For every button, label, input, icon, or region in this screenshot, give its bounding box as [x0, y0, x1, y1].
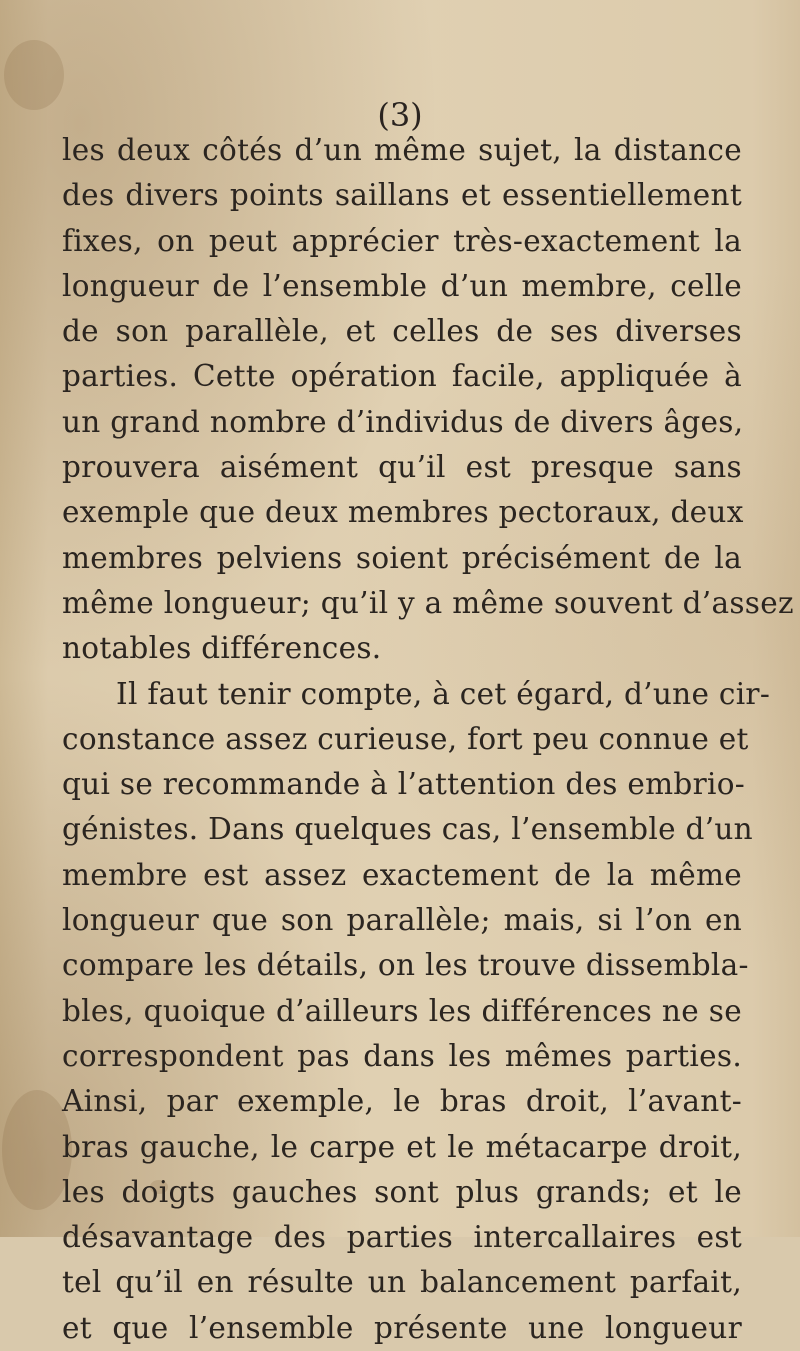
- page-number: (3): [377, 96, 423, 134]
- text-line: Il faut tenir compte, à cet égard, d’une cir-: [116, 676, 771, 711]
- text-line: un grand nombre d’individus de divers âges,: [62, 404, 744, 439]
- text-line: les doigts gauches sont plus grands; et le: [62, 1174, 742, 1209]
- text-line: bras gauche, le carpe et le métacarpe droit,: [62, 1129, 742, 1164]
- text-line: qui se recommande à l’attention des embrio-: [62, 767, 746, 802]
- text-line: constance assez curieuse, fort peu connue et: [62, 721, 749, 756]
- text-line: et que l’ensemble présente une longueur: [62, 1310, 742, 1345]
- text-line: parties. Cette opération facile, appliquée à: [62, 359, 742, 394]
- text-line: désavantage des parties intercallaires est: [62, 1220, 742, 1255]
- text-line: tel qu’il en résulte un balancement parfait,: [62, 1265, 742, 1300]
- text-line: les deux côtés d’un même sujet, la distance: [62, 133, 742, 167]
- text-line: exemple que deux membres pectoraux, deux: [62, 495, 744, 530]
- body-text: [62, 128, 794, 1351]
- text-line: longueur que son parallèle; mais, si l’on en: [62, 903, 742, 938]
- text-line: compare les détails, on les trouve dissembla-: [62, 948, 749, 983]
- text-line: notables différences.: [62, 631, 382, 666]
- text-line: bles, quoique d’ailleurs les différences ne se: [62, 993, 742, 1028]
- text-line: des divers points saillans et essentiellement: [62, 178, 742, 213]
- text-line: de son parallèle, et celles de ses diverses: [62, 314, 742, 349]
- text-line: membres pelviens soient précisément de la: [62, 540, 742, 575]
- text-line: fixes, on peut apprécier très-exactement la: [62, 223, 742, 258]
- text-line: génistes. Dans quelques cas, l’ensemble d’un: [62, 812, 753, 847]
- text-line: correspondent pas dans les mêmes parties.: [62, 1038, 742, 1073]
- text-line: même longueur; qu’il y a même souvent d’assez: [62, 585, 794, 620]
- text-line: longueur de l’ensemble d’un membre, celle: [62, 268, 742, 303]
- text-line: membre est assez exactement de la même: [62, 857, 742, 892]
- text-line: prouvera aisément qu’il est presque sans: [62, 450, 742, 485]
- text-line: Ainsi, par exemple, le bras droit, l’avant-: [62, 1084, 742, 1119]
